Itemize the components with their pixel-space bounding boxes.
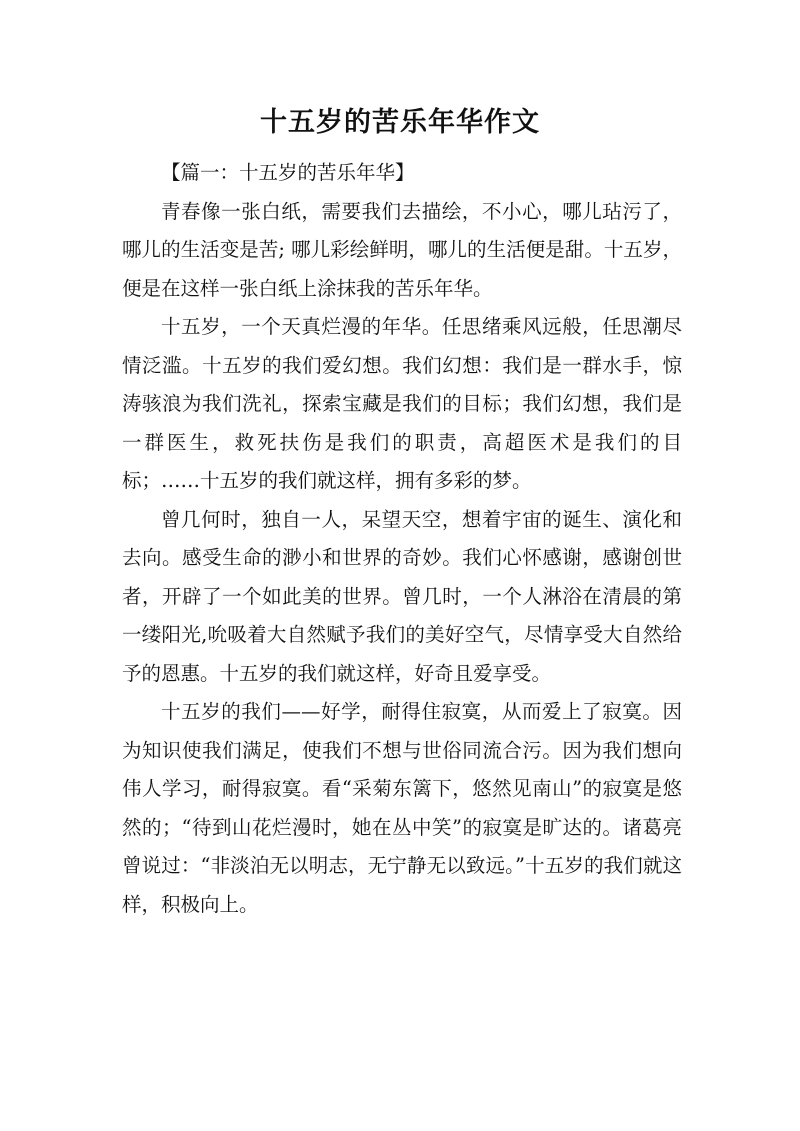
paragraph-3: 曾几何时，独自一人，呆望天空，想着宇宙的诞生、演化和去向。感受生命的渺小和世界的奇妙。我们心怀感谢，感谢创世者，开辟了一个如此美的世界。曾几时，一个人淋浴在清晨的第一缕阳光,吮吸着大自然赋予我们的美好空气，尽情享受大自然给予的恩惠。十五岁的我们就这样，好奇且爱享受。 [122, 507, 682, 685]
section-heading: 【篇一：十五岁的苦乐年华】 [161, 161, 415, 184]
paragraph-1: 青春像一张白纸，需要我们去描绘，不小心，哪儿玷污了，哪儿的生活变是苦; 哪儿彩绘鲜明，哪儿的生活便是甜。十五岁，便是在这样一张白纸上涂抹我的苦乐年华。 [122, 199, 682, 300]
paragraph-2: 十五岁，一个天真烂漫的年华。任思绪乘风远般，任思潮尽情泛滥。十五岁的我们爱幻想。我们幻想：我们是一群水手，惊涛骇浪为我们洗礼，探索宝藏是我们的目标；我们幻想，我们是一群医生，救死扶伤是我们的职责，高超医术是我们的目标；……十五岁的我们就这样，拥有多彩的梦。 [122, 315, 682, 492]
paragraph-4: 十五岁的我们——好学，耐得住寂寞，从而爱上了寂寞。因为知识使我们满足，使我们不想与世俗同流合污。因为我们想向伟人学习，耐得寂寞。看“采菊东篱下，悠然见南山”的寂寞是悠然的；“待到山花烂漫时，她在丛中笑”的寂寞是旷达的。诸葛亮曾说过：“非淡泊无以明志，无宁静无以致远。”十五岁的我们就这样，积极向上。 [122, 700, 682, 916]
document-body [122, 154, 682, 924]
document-title: 十五岁的苦乐年华作文 [260, 107, 540, 138]
